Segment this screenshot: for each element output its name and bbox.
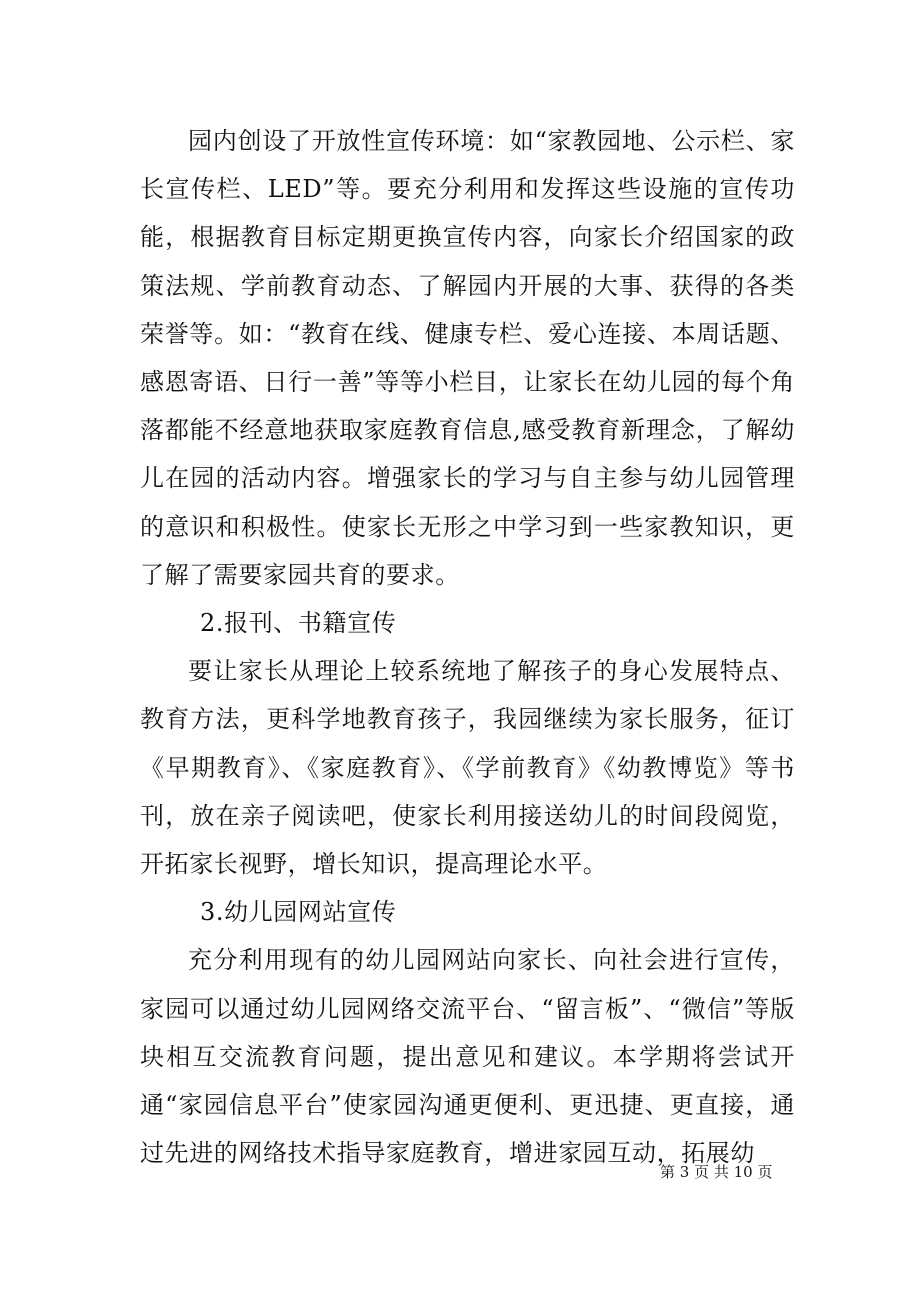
paragraph-website: 充分利用现有的幼儿园网站向家长、向社会进行宣传，家园可以通过幼儿园网络交流平台、“留言板”、“微信”等版块相互交流教育问题，提出意见和建议。本学期将尝试开通“家园信息平台”使家园沟通更便利、更迅捷、更直接，通过先进的网络技术指导家庭教育，增进家园互动，拓展幼 xyxy=(140,946,795,1168)
page-number-footer: 第 3 页 共 10 页 xyxy=(660,1163,773,1181)
paragraph-promotion-environment: 园内创设了开放性宣传环境：如“家教园地、公示栏、家长宣传栏、LED”等。要充分利用和发挥这些设施的宣传功能，根据教育目标定期更换宣传内容，向家长介绍国家的政策法规、学前教育动态、了解园内开展的大事、获得的各类荣誉等。如：“教育在线、健康专栏、爱心连接、本周话题、感恩寄语、日行一善”等等小栏目，让家长在幼儿园的每个角落都能不经意地获取家庭教育信息,感受教育新理念，了解幼儿在园的活动内容。增强家长的学习与自主参与幼儿园管理的意识和积极性。使家长无形之中学习到一些家教知识，更了解了需要家园共育的要求。 xyxy=(140,127,795,589)
section-heading-website: 3.幼儿园网站宣传 xyxy=(200,898,397,927)
document-body xyxy=(140,117,795,1177)
paragraph-newspapers-books: 要让家长从理论上较系统地了解孩子的身心发展特点、教育方法，更科学地教育孩子，我园继续为家长服务，征订《早期教育》、《家庭教育》、《学前教育》《幼教博览》等书刊，放在亲子阅读吧，使家长利用接送幼儿的时间段阅览，开拓家长视野，增长知识，提高理论水平。 xyxy=(140,657,795,879)
section-heading-newspapers-books: 2.报刊、书籍宣传 xyxy=(200,609,397,638)
